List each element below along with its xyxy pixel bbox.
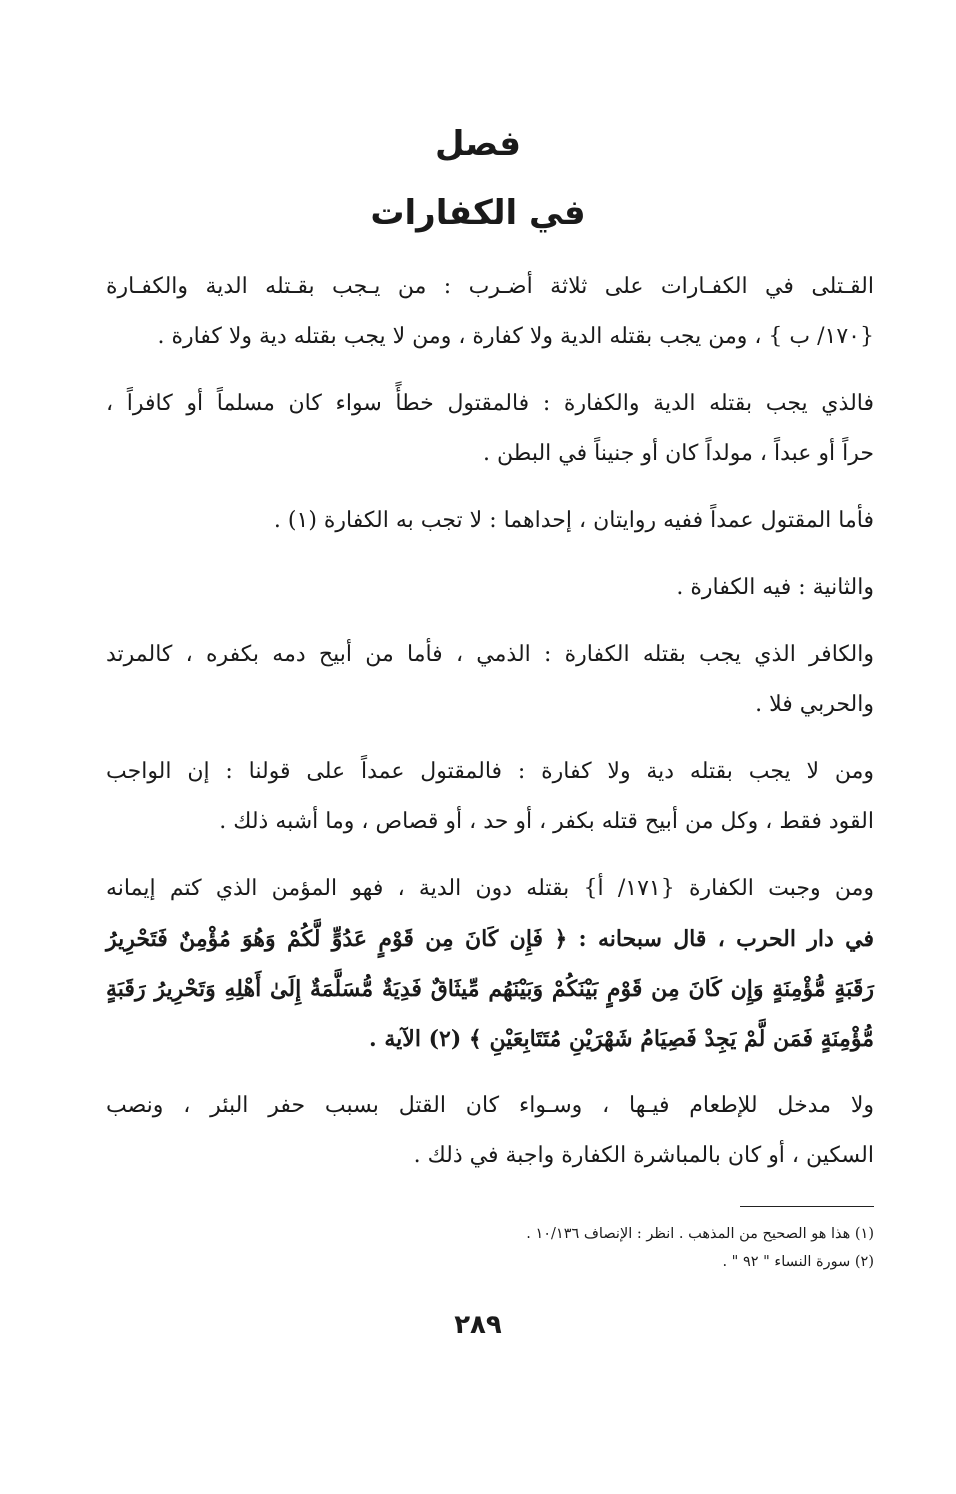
text-line: القود فقط ، وكل من أبيح قتله بكفر ، أو حد ، أو قصاص ، وما أشبه ذلك . [219, 809, 874, 834]
quran-verse-line: مُّؤْمِنَةٍ فَمَن لَّمْ يَجِدْ فَصِيَامُ شَهْرَيْنِ مُتَتَابِعَيْنِ ﴾ (٢) الآية . [369, 1026, 874, 1052]
text-line: ومن لا يجب بقتله دية ولا كفارة : فالمقتول عمداً على قولنا : إن الواجب [106, 759, 874, 784]
footnotes [106, 1220, 874, 1276]
paragraph-no-blood-money [106, 747, 874, 847]
paragraph-non-muslim [106, 630, 874, 730]
paragraph-blood-money-and-expiation [106, 379, 874, 479]
chapter-subtitle: في الكفارات [370, 193, 586, 233]
text-line: فأما المقتول عمداً ففيه روايتان ، إحداهما : لا تجب به الكفارة (١) . [273, 508, 874, 533]
paragraph-intentional-killing [106, 496, 874, 546]
text-line: ومن وجبت الكفارة {١٧١/ أ} بقتله دون الدية ، فهو المؤمن الذي كتم إيمانه [106, 876, 874, 901]
text-line: والكافر الذي يجب بقتله الكفارة : الذمي ، فأما من أبيح دمه بكفره ، كالمرتد [106, 642, 874, 667]
text-line: السكين ، أو كان بالمباشرة الكفارة واجبة في ذلك . [413, 1143, 874, 1168]
footnote-1: (١) هذا هو الصحيح من المذهب . انظر : الإنصاف ١٠/١٣٦ . [526, 1226, 874, 1242]
text-line: ولا مدخل للإطعام فيـها ، وسـواء كان القتل بسبب حفر البئر ، ونصب [106, 1093, 874, 1118]
text-line: {١٧٠/ ب } ، ومن يجب بقتله الدية ولا كفارة ، ومن لا يجب بقتله دية ولا كفارة . [157, 324, 874, 349]
paragraph-no-feeding [106, 1081, 874, 1181]
page-number: ٢٨٩ [454, 1310, 502, 1340]
quran-verse-line: رَقَبَةٍ مُّؤْمِنَةٍ وَإِن كَانَ مِن قَوْمٍ بَيْنَكُمْ وَبَيْنَهُم مِّيثَاقٌ فَدِيَةٌ مُّسَلَّمَةٌ إِلَىٰ أَهْلِهِ وَتَحْرِيرُ رَقَبَةٍ [106, 976, 874, 1002]
body-text [106, 262, 874, 1198]
text-line: فالذي يجب بقتله الدية والكفارة : فالمقتول خطأً سواء كان مسلماً أو كافراً ، [106, 391, 874, 416]
paragraph-second-narration [106, 563, 874, 613]
quran-verse-line: في دار الحرب ، قال سبحانه : ﴿ فَإِن كَانَ مِن قَوْمٍ عَدُوٍّ لَّكُمْ وَهُوَ مُؤْمِنٌ فَتَحْرِيرُ [106, 926, 874, 952]
text-line: القـتلى في الكفـارات على ثلاثة أضـرب : من يـجب بقـتله الدية والكفـارة [106, 274, 874, 299]
footnote-2: (٢) سورة النساء " ٩٢ " . [722, 1254, 874, 1270]
paragraph-expiation-only [106, 864, 874, 1064]
paragraph-types-of-killing [106, 262, 874, 362]
text-line: والثانية : فيه الكفارة . [676, 575, 874, 600]
text-line: حراً أو عبداً ، مولداً كان أو جنيناً في البطن . [483, 441, 874, 466]
footnote-separator [740, 1206, 874, 1207]
chapter-title: فصل [434, 124, 522, 164]
text-line: والحربي فلا . [755, 692, 874, 717]
